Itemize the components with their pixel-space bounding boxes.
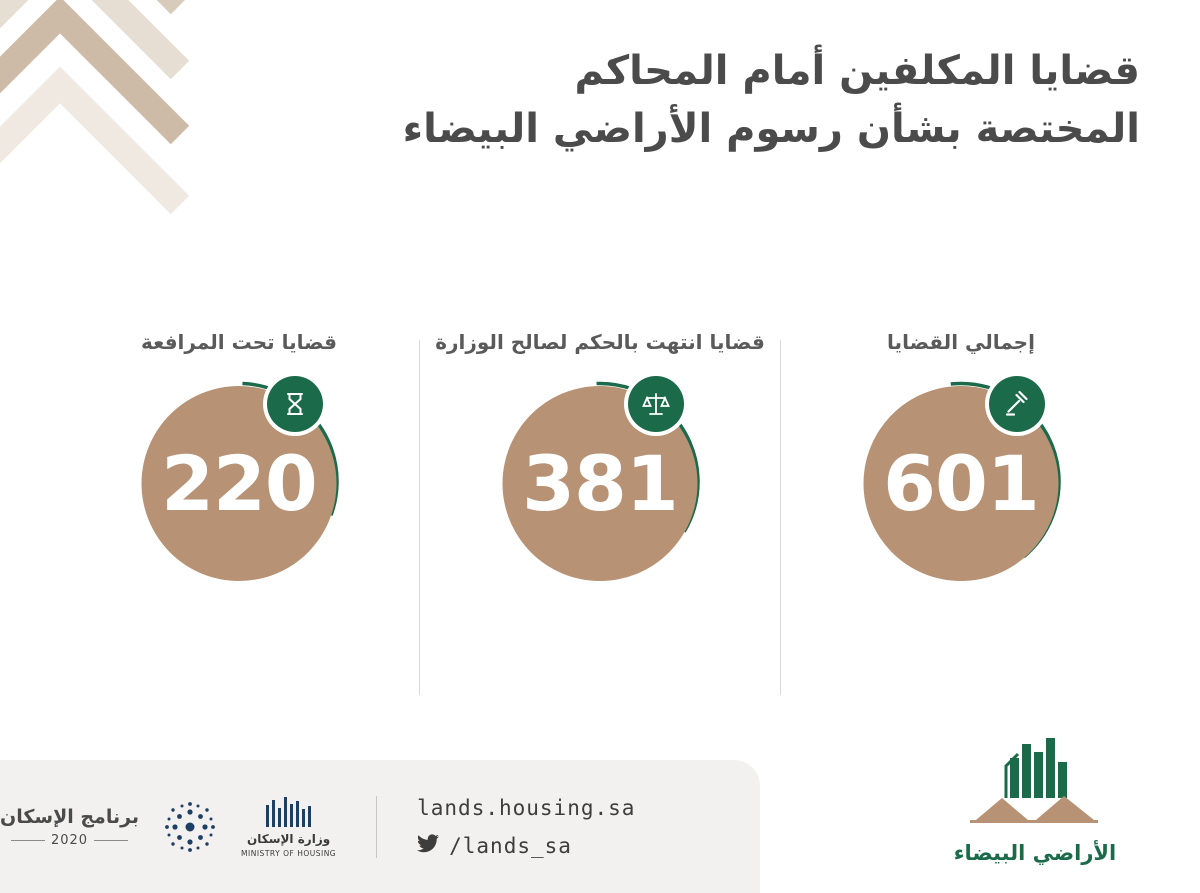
bubble-area bbox=[781, 376, 1141, 656]
footer-bar bbox=[0, 760, 760, 893]
page-title bbox=[280, 42, 1140, 158]
footer-logos bbox=[0, 795, 705, 858]
title-line-2: المختصة بشأن رسوم الأراضي البيضاء bbox=[402, 106, 1140, 152]
gavel-icon bbox=[989, 376, 1045, 432]
bubble-area bbox=[59, 376, 419, 656]
saudi-emblem-icon bbox=[161, 798, 219, 856]
stat-cases-ruled-for-ministry bbox=[420, 330, 780, 690]
stat-value: 220 bbox=[161, 438, 317, 528]
housing-program-logo bbox=[0, 806, 139, 848]
ministry-name-ar: وزارة الإسكان bbox=[246, 832, 331, 846]
ministry-name-en: MINISTRY OF HOUSING bbox=[241, 849, 337, 858]
stat-label: إجمالي القضايا bbox=[887, 330, 1035, 354]
stat-total-cases bbox=[781, 330, 1141, 690]
title-line-1: قضايا المكلفين أمام المحاكم bbox=[574, 48, 1140, 94]
hourglass-icon bbox=[267, 376, 323, 432]
housing-program-title: برنامج الإسكان bbox=[0, 805, 140, 828]
rule-line bbox=[11, 840, 45, 841]
twitter-handle[interactable]: /lands_sa bbox=[449, 833, 572, 858]
decorative-chevrons bbox=[0, 0, 270, 270]
ministry-of-housing-logo bbox=[241, 795, 336, 858]
stat-label: قضايا انتهت بالحكم لصالح الوزارة bbox=[435, 330, 765, 354]
twitter-icon bbox=[417, 834, 439, 857]
contact-block bbox=[417, 796, 635, 858]
rule-line bbox=[94, 840, 128, 841]
stat-value: 381 bbox=[522, 438, 678, 528]
twitter-row[interactable] bbox=[417, 834, 635, 858]
scales-icon bbox=[628, 376, 684, 432]
brand-name: الأراضي البيضاء bbox=[953, 841, 1117, 865]
brand-block bbox=[940, 736, 1130, 865]
footer-divider bbox=[376, 796, 377, 858]
stats-row bbox=[0, 330, 1200, 710]
stat-value: 601 bbox=[883, 438, 1039, 528]
bubble-area bbox=[420, 376, 780, 656]
white-lands-logo-icon bbox=[940, 736, 1130, 831]
stat-label: قضايا تحت المرافعة bbox=[141, 330, 337, 354]
stat-cases-under-litigation bbox=[59, 330, 419, 690]
website-link[interactable]: lands.housing.sa bbox=[417, 795, 636, 820]
ministry-mark-icon bbox=[262, 795, 316, 829]
housing-program-year-rule bbox=[0, 833, 139, 848]
housing-program-year: 2020 bbox=[50, 832, 89, 848]
